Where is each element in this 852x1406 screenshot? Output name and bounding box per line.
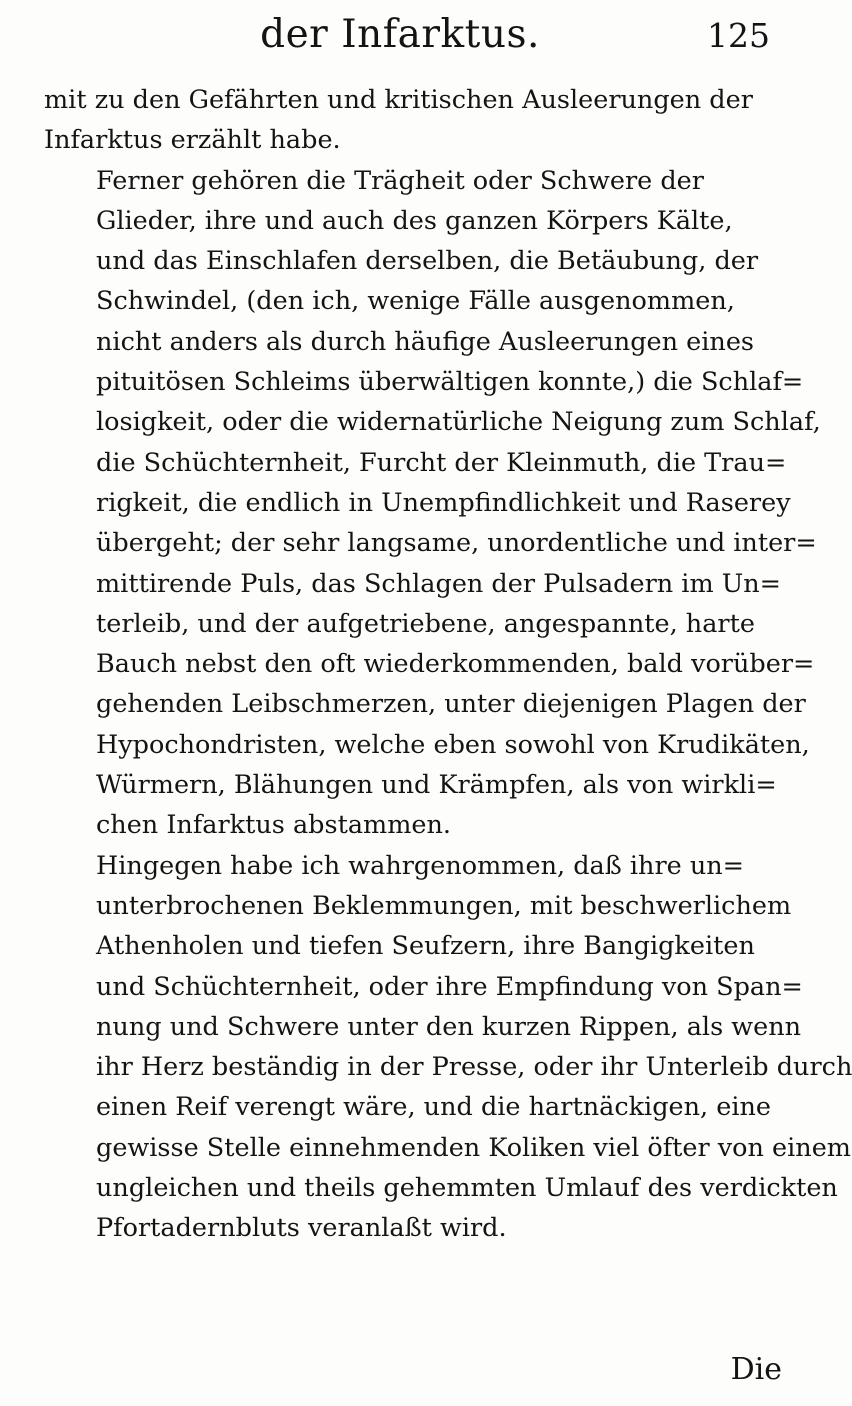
text-line: einen Reif verengt wäre, und die hartnäckigen, eine xyxy=(96,1092,772,1123)
text-line: losigkeit, oder die widernatürliche Neigung zum Schlaf, xyxy=(96,407,821,438)
text-line: Würmern, Blähungen und Krämpfen, als von wirkli= xyxy=(96,770,777,801)
text-line: Ferner gehören die Trägheit oder Schwere der xyxy=(96,165,704,196)
text-line: ihr Herz beständig in der Presse, oder ihr Unterleib durch xyxy=(96,1052,852,1083)
text-line: terleib, und der aufgetriebene, angespannte, harte xyxy=(96,608,755,639)
page-number: 125 xyxy=(707,16,770,55)
text-line: mit zu den Gefährten und kritischen Ausleerungen der xyxy=(44,85,753,115)
text-line: Infarktus erzählt habe. xyxy=(44,125,341,156)
text-line: übergeht; der sehr langsame, unordentliche und inter= xyxy=(96,528,817,559)
text-line: Hingegen habe ich wahrgenommen, daß ihre un= xyxy=(96,850,745,881)
text-line: nicht anders als durch häufige Ausleerungen eines xyxy=(96,326,755,357)
catchword: Die xyxy=(730,1352,782,1387)
text-line: ungleichen und theils gehemmten Umlauf des verdickten xyxy=(96,1173,838,1204)
paragraph xyxy=(44,846,852,1249)
text-line: gehenden Leibschmerzen, unter diejenigen Plagen der xyxy=(96,689,806,720)
text-line: gewisse Stelle einnehmenden Koliken viel öfter von einem xyxy=(96,1132,851,1163)
text-line: Schwindel, (den ich, wenige Fälle ausgenommen, xyxy=(96,286,735,317)
body-text xyxy=(44,80,852,1249)
text-line: Glieder, ihre und auch des ganzen Körpers Kälte, xyxy=(96,205,733,236)
text-line: unterbrochenen Beklemmungen, mit beschwerlichem xyxy=(96,890,792,921)
paragraph xyxy=(44,161,821,846)
text-line: Hypochondristen, welche eben sowohl von Krudikäten, xyxy=(96,729,810,760)
text-line: die Schüchternheit, Furcht der Kleinmuth, die Trau= xyxy=(96,447,787,478)
text-line: nung und Schwere unter den kurzen Rippen, als wenn xyxy=(96,1011,802,1042)
text-line: rigkeit, die endlich in Unempfindlichkeit und Raserey xyxy=(96,487,791,518)
text-line: Pfortadernbluts veranlaßt wird. xyxy=(96,1213,507,1244)
text-line: chen Infarktus abstammen. xyxy=(96,810,452,841)
text-line: und Schüchternheit, oder ihre Empfindung von Span= xyxy=(96,971,803,1002)
running-head: der Infarktus. xyxy=(260,12,540,57)
text-line: mittirende Puls, das Schlagen der Pulsadern im Un= xyxy=(96,568,782,599)
text-line: pituitösen Schleims überwältigen konnte,) die Schlaf= xyxy=(96,367,804,398)
paragraph xyxy=(44,80,772,161)
text-line: Bauch nebst den oft wiederkommenden, bald vorüber= xyxy=(96,649,815,680)
page-header xyxy=(0,12,800,72)
text-line: Athenholen und tiefen Seufzern, ihre Bangigkeiten xyxy=(96,931,755,962)
text-line: und das Einschlafen derselben, die Betäubung, der xyxy=(96,246,759,277)
